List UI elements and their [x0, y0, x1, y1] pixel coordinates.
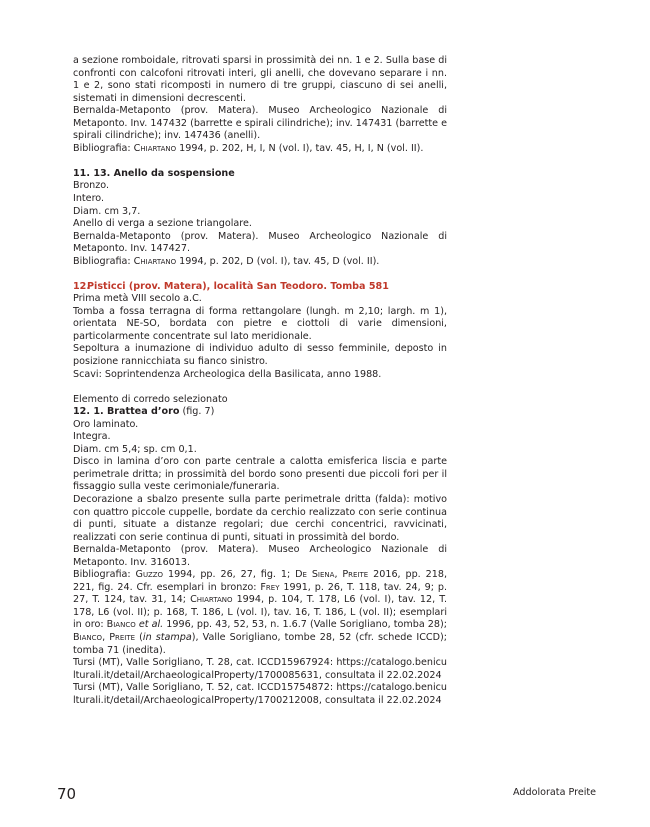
- bib-author: Chiartano: [133, 142, 177, 154]
- museum-reference: Bernalda-Metaponto (prov. Matera). Museo Archeologico Nazionale di Metaponto. Inv. 147432 (barrette e spirali cilindriche); inv. 147431 (barrette e spirali cilindriche); inv. 147436 (anelli).: [73, 105, 447, 142]
- description: Anello di verga a sezione triangolare.: [73, 218, 252, 230]
- material: Bronzo.: [73, 180, 110, 192]
- page-body: [73, 55, 447, 707]
- burial-description: Sepoltura a inumazione di individuo adulto di sesso femminile, deposto in posizione rannicchiata su fianco sinistro.: [73, 343, 447, 368]
- dating: Prima metà VIII secolo a.C.: [73, 293, 202, 305]
- running-footer-author: Addolorata Preite: [513, 787, 597, 798]
- condition: Integra.: [73, 431, 111, 443]
- section-label: Elemento di corredo selezionato: [73, 393, 228, 405]
- tomb-heading: 12. Pisticci (prov. Matera), località San Teodoro. Tomba 581: [73, 280, 389, 292]
- bibliography: Bibliografia: Guzzo 1994, pp. 26, 27, fig. 1; De Siena, Preite 2016, pp. 218, 221, fig. 24. Cfr. esemplari in bronzo: Frey 1991, p. 26, T. 118, tav. 24, 9; p. 27, T. 124, tav. 31, 14; Chiartano 1994, p. 104, T. 178, L6 (vol. I), tav. 12, T. 178, L6 (vol. II); p. 168, T. 186, L (vol. I), tav. 16, T. 186, L (vol. II); esemplari in oro: Bianco et al. 1996, pp. 43, 52, 53, n. 1.6.7 (Valle Sorigliano, tomba 28); Bianco, Preite (in stampa), Valle Sorigliano, tombe 28, 52 (cfr. schede ICCD); tomba 71 (inedita).: [73, 569, 447, 656]
- paragraph-continued: a sezione romboidale, ritrovati sparsi in prossimità dei nn. 1 e 2. Sulla base di confronti con calcofoni ritrovati interi, gli anelli, che dovevano separare i nn. 1 e 2, sono stati ricomposti in numero di tre gruppi, ciascuno di sei anelli, sistemati in dimensioni decrescenti.: [73, 55, 447, 104]
- tomb-number: 12.: [73, 280, 90, 292]
- tomb-description: Tomba a fossa terragna di forma rettangolare (lungh. m 2,10; largh. m 1), orientata NE-SO, bordata con pietre e ciottoli di varie dimensioni, particolarmente concentrate sul lato meridionale.: [73, 305, 447, 342]
- condition: Intero.: [73, 192, 105, 204]
- excavation: Scavi: Soprintendenza Archeologica della Basilicata, anno 1988.: [73, 368, 382, 380]
- item-title: 12. 1. Brattea d’oro (fig. 7): [73, 406, 215, 418]
- decoration: Decorazione a sbalzo presente sulla parte perimetrale dritta (falda): motivo con quattro piccole cuppelle, bordate da cerchio realizzato con serie continua di punti, situate a distanze regolari; due cerchi concentrici, ravvicinati, realizzati con serie continua di punti, situati in prossimità del bordo.: [73, 494, 447, 543]
- page-number: 70: [57, 785, 77, 803]
- museum-reference: Bernalda-Metaponto (prov. Matera). Museo Archeologico Nazionale di Metaponto. Inv. 147427.: [73, 230, 447, 255]
- description: Disco in lamina d’oro con parte centrale a calotta emisferica liscia e parte perimetrale dritta; in prossimità del bordo sono presenti due piccoli fori per il fissaggio sulla veste cerimoniale/funeraria.: [73, 456, 447, 493]
- catalog-reference-2: Tursi (MT), Valle Sorigliano, T. 52, cat. ICCD15754872: https://catalogo.beniculturali.it/detail/ArchaeologicalProperty/1700212008, consultata il 22.02.2024: [73, 682, 447, 706]
- bibliography: Bibliografia: Chiartano 1994, p. 202, D (vol. I), tav. 45, D (vol. II).: [73, 255, 380, 267]
- dimensions: Diam. cm 3,7.: [73, 205, 141, 217]
- bibliography: Bibliografia: Chiartano 1994, p. 202, H, I, N (vol. I), tav. 45, H, I, N (vol. II).: [73, 142, 424, 154]
- dimensions: Diam. cm 5,4; sp. cm 0,1.: [73, 443, 197, 455]
- item-title: 11. 13. Anello da sospensione: [73, 167, 235, 179]
- museum-reference: Bernalda-Metaponto (prov. Matera). Museo Archeologico Nazionale di Metaponto. Inv. 316013.: [73, 544, 447, 568]
- catalog-reference-1: Tursi (MT), Valle Sorigliano, T. 28, cat. ICCD15967924: https://catalogo.beniculturali.it/detail/ArchaeologicalProperty/1700085631, consultata il 22.02.2024: [73, 657, 447, 681]
- material: Oro laminato.: [73, 418, 139, 430]
